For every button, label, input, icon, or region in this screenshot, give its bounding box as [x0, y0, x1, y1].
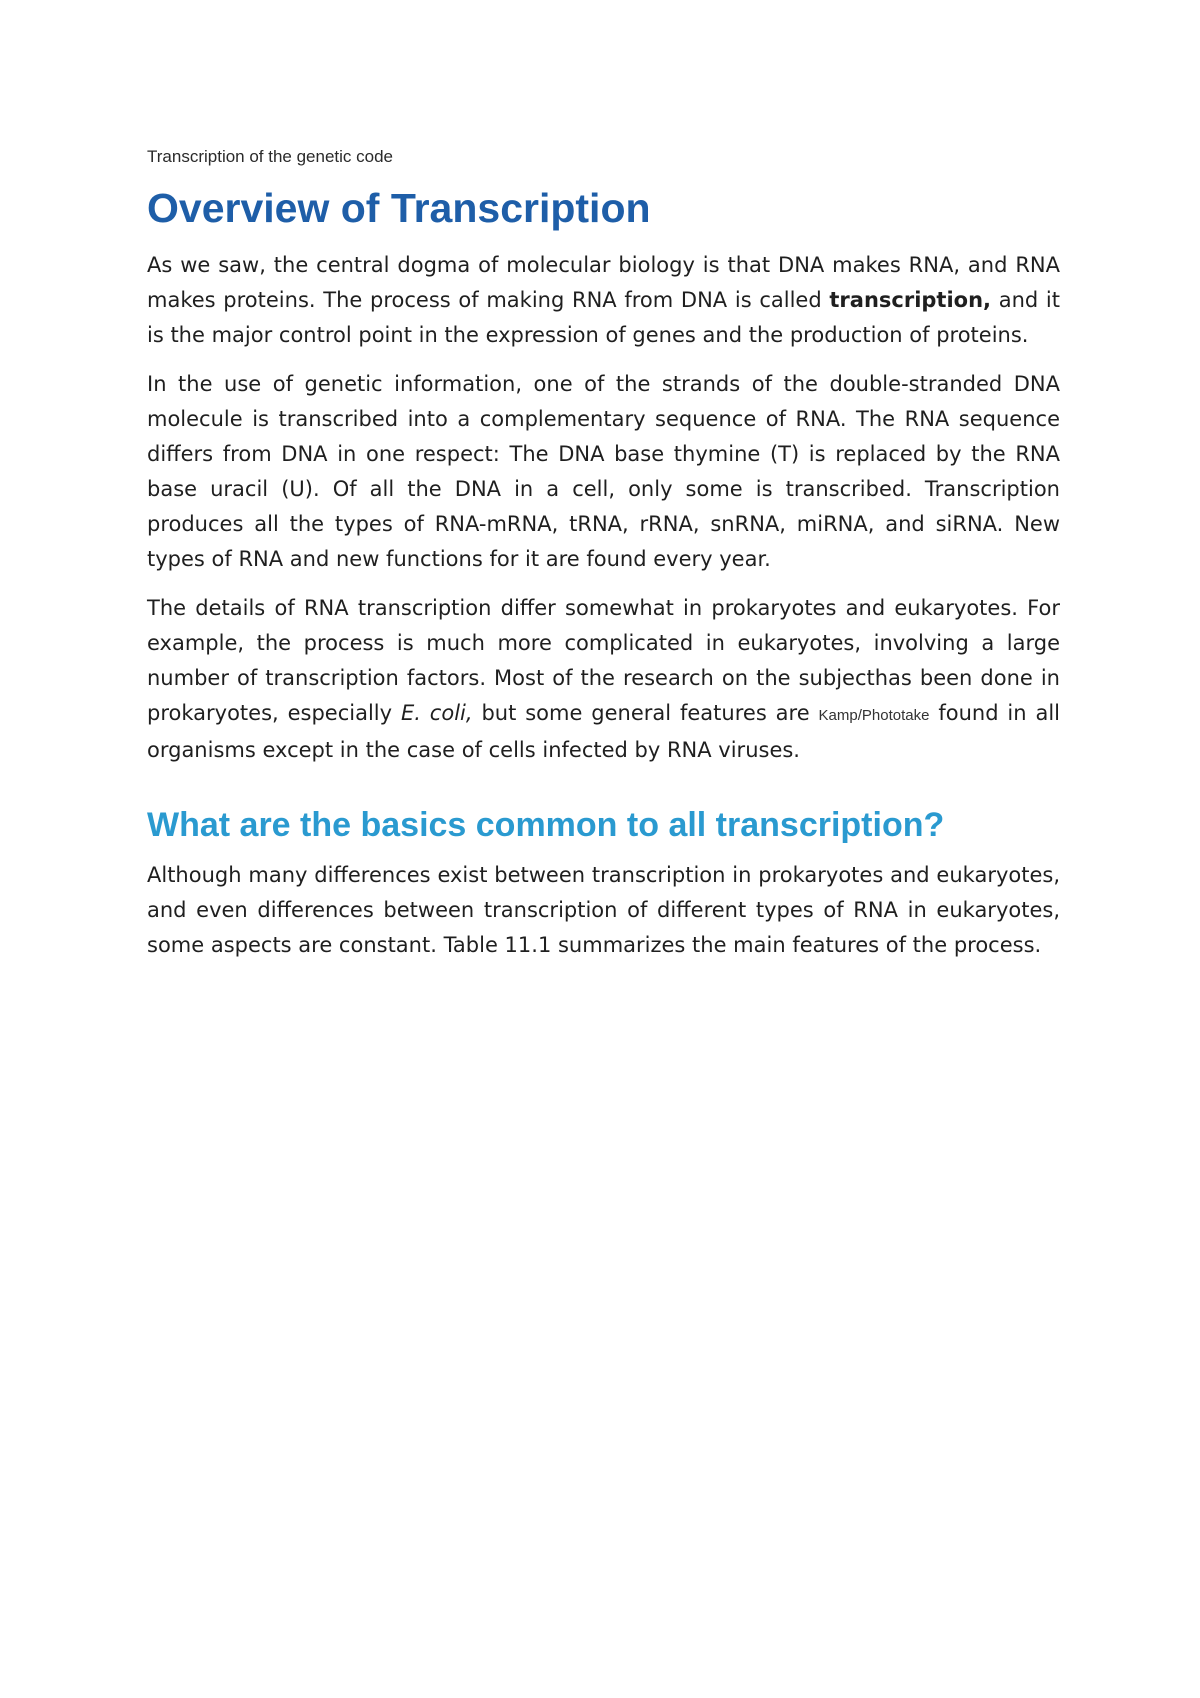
paragraph-text: As we saw, the central dogma of molecular biology is that DNA makes RNA, and RNA makes proteins. The process of making RNA from DNA is called [147, 253, 1060, 312]
running-head: Transcription of the genetic code [147, 147, 394, 166]
paragraph-basics: Although many differences exist between transcription in prokaryotes and eukaryotes, and even differences between transcription of different types of RNA in eukaryotes, some aspects are constant. Table 11.1 summarizes the main features of the process. [147, 863, 1060, 957]
paragraph-text: found in all organisms except in the case of cells infected by RNA viruses. [147, 701, 1061, 762]
bold-term: transcription, [829, 288, 992, 312]
italic-term: E. coli, [400, 701, 473, 725]
subsection-title: What are the basics common to all transcription? [147, 806, 945, 844]
section-title: Overview of Transcription [147, 185, 651, 231]
paragraph-genetic-information: In the use of genetic information, one of the strands of the double-stranded DNA molecule is transcribed into a complementary sequence of RNA. The RNA sequence differs from DNA in one respect: The DNA base thymine (T) is replaced by the RNA base uracil (U). Of all the DNA in a cell, only some is transcribed. Transcription produces all the types of RNA-mRNA, tRNA, rRNA, snRNA, miRNA, and siRNA. New types of RNA and new functions for it are found every year. [147, 372, 1060, 571]
paragraph-text: but some general features are [472, 701, 819, 725]
image-credit: Kamp/Phototake [818, 707, 930, 724]
paragraph-central-dogma [147, 248, 1060, 353]
paragraph-text: and it is the major control point in the expression of genes and the production of proteins. [147, 288, 1060, 347]
paragraph-details [147, 591, 1060, 768]
document-page [147, 146, 1060, 977]
paragraph-text: The details of RNA transcription differ somewhat in prokaryotes and eukaryotes. For example, the process is much more complicated in eukaryotes, involving a large number of transcription factors. Most of the research on the subjecthas been done in prokaryotes, especially [147, 596, 1060, 725]
